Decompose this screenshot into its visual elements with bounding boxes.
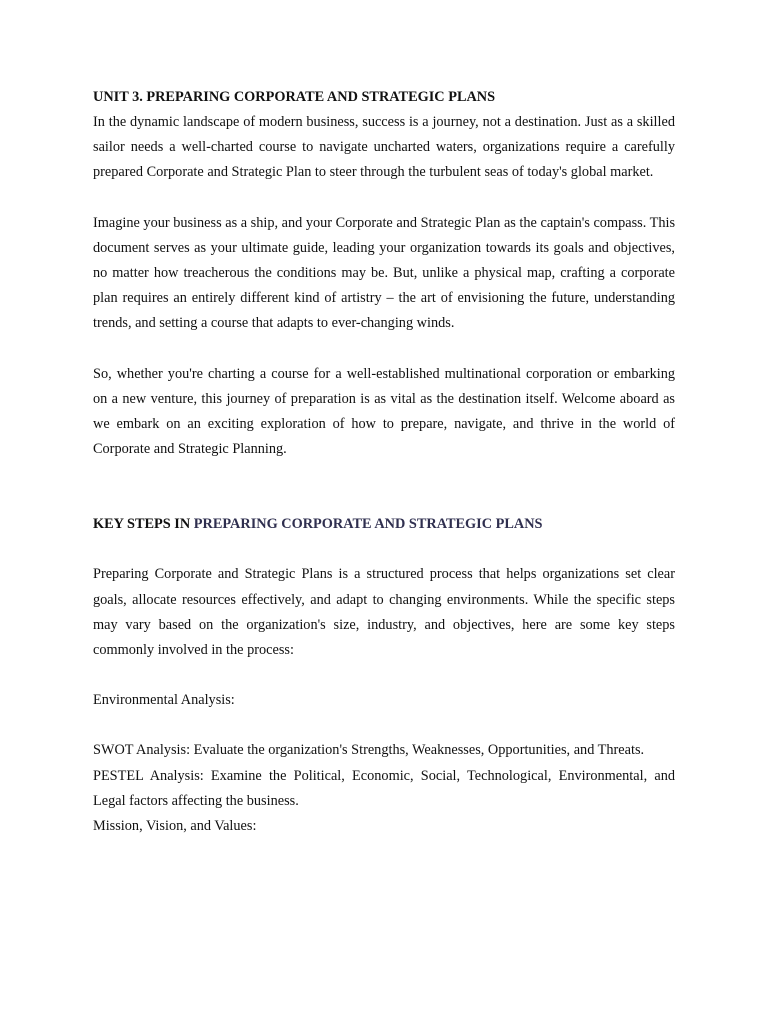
intro-paragraph-1: In the dynamic landscape of modern business, success is a journey, not a destination. Just as a skilled sailor needs a well-charted course to navigate uncharted waters, organizations require a carefully prepared Corporate and Strategic Plan to steer through the turbulent seas of today's global market. (93, 114, 675, 181)
mission-vision-values-label: Mission, Vision, and Values: (93, 818, 257, 835)
key-steps-intro: Preparing Corporate and Strategic Plans is a structured process that helps organizations set clear goals, allocate resources effectively, and adapt to changing environments. While the specific steps may vary based on the organization's size, industry, and objectives, here are some key steps commonly involved in the process: (93, 566, 675, 659)
pestel-analysis-item: PESTEL Analysis: Examine the Political, Economic, Social, Technological, Environmental, and Legal factors affecting the business. (93, 767, 675, 809)
intro-paragraph-3: So, whether you're charting a course for a well-established multinational corporation or embarking on a new venture, this journey of preparation is as vital as the destination itself. Welcome aboard as we embark on an exciting exploration of how to prepare, navigate, and thrive in the world of Corporate and Strategic Planning. (93, 365, 675, 458)
environmental-analysis-label: Environmental Analysis: (93, 692, 235, 709)
swot-analysis-item: SWOT Analysis: Evaluate the organization's Strengths, Weaknesses, Opportunities, and Threats. (93, 742, 645, 759)
key-steps-heading (93, 512, 675, 537)
key-steps-heading-prefix: KEY STEPS IN (93, 516, 194, 533)
intro-paragraph-2: Imagine your business as a ship, and your Corporate and Strategic Plan as the captain's compass. This document serves as your ultimate guide, leading your organization towards its goals and objectives, no matter how treacherous the conditions may be. But, unlike a physical map, crafting a corporate plan requires an entirely different kind of artistry – the art of envisioning the future, understanding trends, and setting a course that adapts to ever-changing winds. (93, 214, 676, 332)
key-steps-heading-accent: PREPARING CORPORATE AND STRATEGIC PLANS (193, 516, 543, 533)
unit-title: UNIT 3. PREPARING CORPORATE AND STRATEGIC PLANS (93, 89, 496, 105)
document-page (93, 85, 675, 839)
